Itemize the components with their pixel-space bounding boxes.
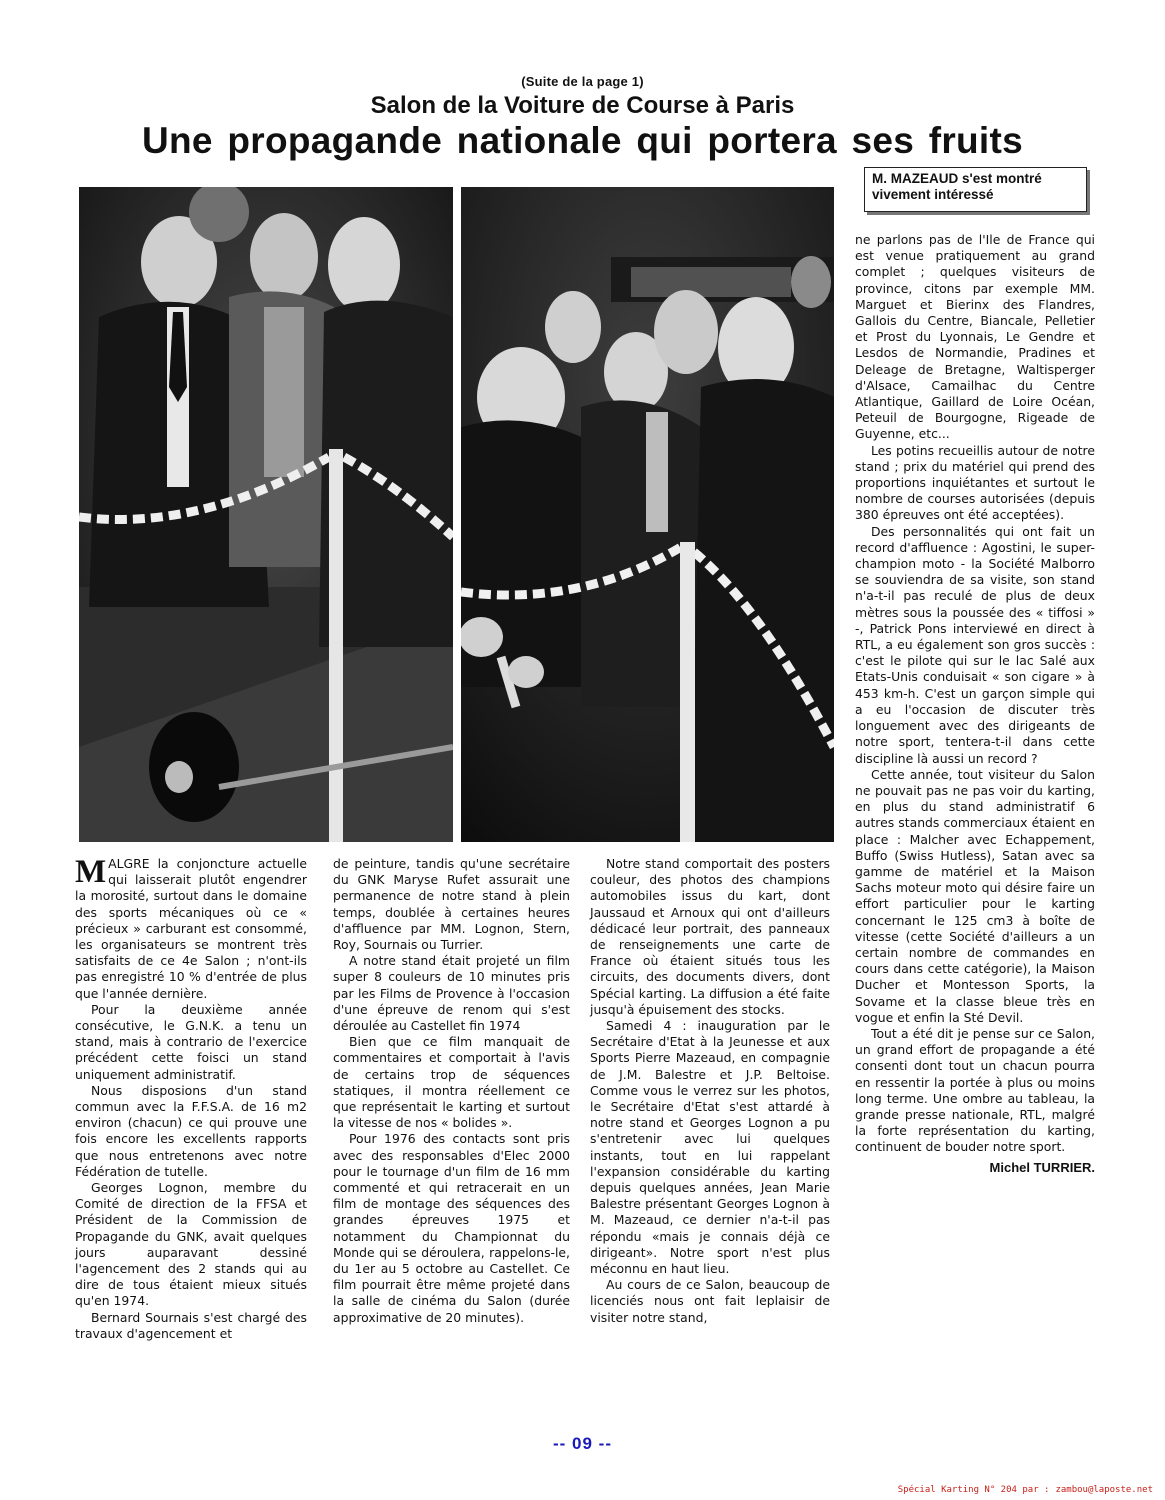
article-column-3 — [590, 856, 830, 1326]
drop-cap: M — [75, 854, 107, 890]
photo-caption-box: M. MAZEAUD s'est montré vivement intéressé — [864, 167, 1087, 212]
paragraph: Samedi 4 : inauguration par le Secrétaire d'Etat à la Jeunesse et aux Sports Pierre Mazeaud, en compagnie de J.M. Balestre et J.P. Beltoise. Comme vous le verrez sur les photos, le Secrétaire d'Etat s'est attardé à notre stand et Georges Lognon a pu s'entretenir avec lui quelques instants, tout en lui rappelant l'expansion considérable du karting depuis quelques années, Jean Marie Balestre présentant Georges Lognon à M. Mazeaud, ce dernier n'a-t-il pas répondu «mais je connais déjà ce dirigeant». Notre sport n'est plus méconnu en haut lieu. — [590, 1018, 830, 1277]
author-signature: Michel TURRIER. — [989, 1159, 1095, 1175]
photo-right — [461, 187, 834, 842]
paragraph: Pour 1976 des contacts sont pris avec des responsables d'Elec 2000 pour le tournage d'un film de 16 mm commenté et qui retracerait en un film de montage des séquences des grandes épreuves 1975 et notamment du Championnat du Monde qui se déroulera, rappelons-le, du 1er au 5 octobre au Castellet. Ce film pourrait être même projeté dans la salle de cinéma du Salon (durée approximative de 20 minutes). — [333, 1131, 570, 1325]
article-column-1 — [75, 856, 307, 1342]
paragraph: Au cours de ce Salon, beaucoup de licenciés nous ont fait leplaisir de visiter notre stand, — [590, 1277, 830, 1325]
paragraph: Les potins recueillis autour de notre stand ; prix du matériel qui prend des proportions inquiétantes et surtout le nombre de courses autorisées (depuis 380 épreuves ont été acceptées). — [855, 442, 1095, 523]
footer-credit — [898, 1485, 1153, 1495]
continuation-note: (Suite de la page 1) — [521, 74, 644, 89]
footer-credit-email: zambou@laposte.net — [1055, 1485, 1153, 1495]
paragraph — [75, 856, 307, 1002]
paragraph: Bernard Sournais s'est chargé des travaux d'agencement et — [75, 1309, 307, 1341]
page-number: -- 09 -- — [553, 1434, 612, 1453]
paragraph: Bien que ce film manquait de commentaires et comportait à l'avis de certains trop de séquences statiques, il montra réellement ce que représentait le karting et surtout la vitesse de nos « bolides ». — [333, 1034, 570, 1131]
article-column-4 — [855, 232, 1095, 1176]
article-headline: Une propagande nationale qui portera ses fruits — [141, 120, 1024, 161]
paragraph: ne parlons pas de l'Ile de France qui est venue pratiquement au grand complet ; quelques visiteurs de province, citons par exemple MM. Marguet et Bierinx des Flandres, Gallois du Centre, Biancale, Pelletier et Prost du Lyonnais, Le Gendre et Lesdos de Normandie, Pradines et Deleage de Bretagne, Waltisperger d'Alsace, Camailhac du Centre Atlantique, Gaillard de Loire Océan, Peteuil de Bourgogne, Rigeade de Guyenne, etc... — [855, 232, 1095, 442]
paragraph: Des personnalités qui ont fait un record d'affluence : Agostini, le super-champion moto - la Société Malborro se souviendra de sa visite, son stand n'a-t-il pas reculé de plus de deux mètres sous la poussée des « tiffosi » -, Patrick Pons interviewé en direct à RTL, a eu également son gros succès : c'est le pilote qui sur le lac Salé aux Etats-Unis conduisait « son cigare » à 453 km-h. C'est un garçon simple qui a eu l'occasion de discuter très longuement avec des dirigeants de notre sport, tentera-t-il dans cette discipline là aussi un record ? — [855, 523, 1095, 766]
paragraph-text: ALGRE la conjoncture actuelle qui laisserait plutôt engendrer la morosité, surtout dans le domaine des sports mécaniques où ce « précieux » carburant est consommé, les organisateurs se montrent très satisfaits de ce 4e Salon ; n'ont-ils pas enregistré 10 % d'entrée de plus que l'année dernière. — [75, 856, 307, 1001]
article-kicker: Salon de la Voiture de Course à Paris — [370, 92, 795, 119]
paragraph: Tout a été dit je pense sur ce Salon, un grand effort de propagande a été consenti dont tout un chacun pourra en ressentir la portée à plus ou moins long terme. Une ombre au tableau, la grande presse nationale, RTL, malgré la forte représentation du karting, continuent de bouder notre sport. — [855, 1025, 1095, 1155]
article-column-2 — [333, 856, 570, 1326]
paragraph: A notre stand était projeté un film super 8 couleurs de 10 minutes pris par les Films de Provence à l'occasion d'une épreuve de renom qui s'est déroulée au Castellet fin 1974 — [333, 953, 570, 1034]
footer-credit-label: Spécial Karting N° 204 par : — [897, 1485, 1050, 1495]
photo-left-illustration — [79, 187, 453, 842]
paragraph: Cette année, tout visiteur du Salon ne pouvait pas ne pas voir du karting, en plus du stand administratif 6 autres stands commerciaux étaient en place : Malcher avec Echappement, Buffo (Swiss Hutless), Satan avec sa gamme de matériel et la Maison Sachs moteur moto qui désire faire un effort particulier pour le karting concernant le 125 cm3 à boîte de vitesse (cette Société d'ailleurs a un certain nombre de commandes en cours dans cette catégorie), la Maison Ducher et Montesson Sports, la Sovame et la classe bleue très en vogue et enfin la Sté Devil. — [855, 766, 1095, 1025]
paragraph: Nous disposions d'un stand commun avec la F.F.S.A. de 16 m2 environ (chacun) ce qui prouve une fois encore les excellents rapports que nous entretenons avec notre Fédération de tutelle. — [75, 1082, 307, 1179]
paragraph: Notre stand comportait des posters couleur, des photos des champions automobiles issus du kart, dont Jaussaud et Arnoux qui ont d'ailleurs dédicacé leur portrait, des panneaux de renseignements une carte de France où étaient situés tous les circuits, des documents divers, dont Spécial karting. La diffusion a été faite jusqu'à épuisement des stocks. — [590, 856, 830, 1017]
paragraph: de peinture, tandis qu'une secrétaire du GNK Maryse Rufet assurait une permanence de notre stand à plein temps, doublée à certaines heures d'affluence par MM. Lognon, Stern, Roy, Sournais ou Turrier. — [333, 856, 570, 953]
photo-left — [79, 187, 453, 842]
paragraph: Pour la deuxième année consécutive, le G.N.K. a tenu un stand, mais à contrario de l'exercice précédent cette foisci un stand uniquement administratif. — [75, 1001, 307, 1082]
paragraph: Georges Lognon, membre du Comité de direction de la FFSA et Président de la Commission de Propagande du GNK, avait quelques jours auparavant dessiné l'agencement des 2 stands qui au dire de tous étaient mieux situés qu'en 1974. — [75, 1180, 307, 1309]
photo-right-illustration — [461, 187, 834, 842]
